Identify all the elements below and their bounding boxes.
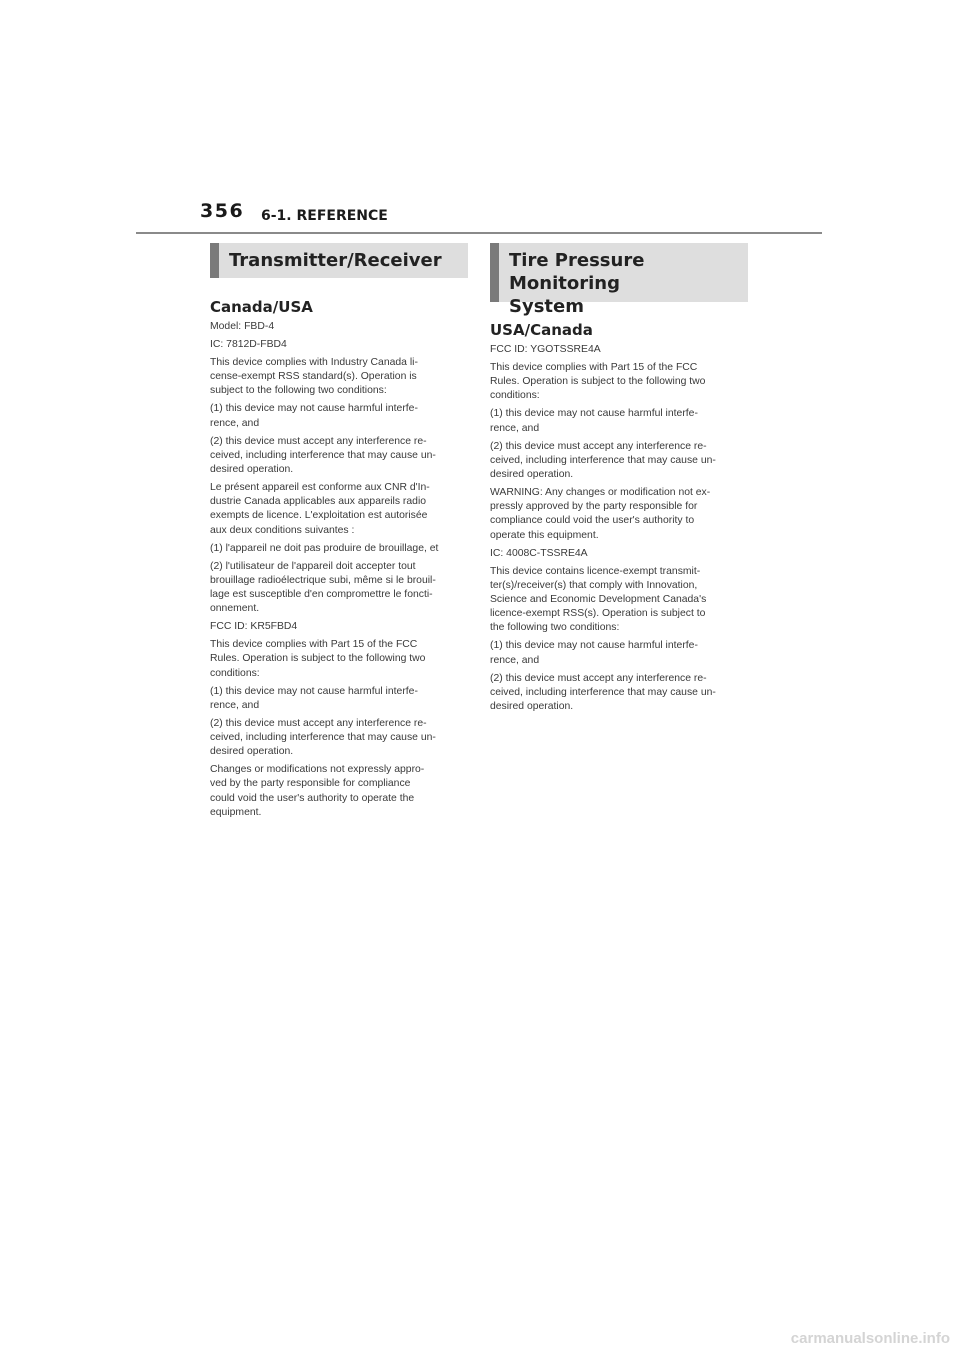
paragraph (210, 717, 468, 760)
text-line: desired operation. (490, 701, 574, 713)
text-line: pressly approved by the party responsible for (490, 501, 698, 513)
paragraph (490, 486, 748, 543)
heading-transmitter-receiver (210, 243, 468, 278)
text-line: IC: 7812D-FBD4 (210, 339, 287, 350)
text-line: exempts de licence. L'exploitation est autorisée (210, 510, 428, 522)
text-line: (2) this device must accept any interference re- (490, 672, 707, 684)
text-line: (2) this device must accept any interference re- (490, 440, 707, 452)
text-line: aux deux conditions suivantes : (210, 524, 355, 536)
text-line: WARNING: Any changes or modification not ex- (490, 487, 711, 499)
header-divider (136, 232, 822, 234)
paragraph (210, 638, 468, 681)
text-line: ceived, including interference that may cause un- (490, 454, 716, 466)
text-line: dustrie Canada applicables aux appareils radio (210, 496, 427, 508)
text-line: subject to the following two conditions: (210, 385, 387, 397)
text-line: equipment. (210, 806, 262, 818)
text-line: ved by the party responsible for compliance (210, 778, 411, 790)
text-line: desired operation. (490, 469, 574, 481)
heading-tire-pressure-monitoring (490, 243, 748, 317)
right-body-text (490, 343, 748, 714)
text-line: (2) this device must accept any interference re- (210, 717, 427, 729)
text-line: conditions: (490, 390, 540, 402)
text-line: rence, and (210, 699, 260, 711)
text-line: licence-exempt RSS(s). Operation is subject to (490, 608, 706, 620)
text-line: compliance could void the user's authority to (490, 515, 695, 527)
text-line: (2) this device must accept any interference re- (210, 435, 427, 447)
right-column (490, 243, 748, 718)
text-line: could void the user's authority to operate the (210, 792, 415, 804)
text-line: ceived, including interference that may cause un- (210, 732, 436, 744)
text-line: (1) l'appareil ne doit pas produire de brouillage, et (210, 542, 439, 554)
text-line: rence, and (210, 417, 260, 429)
paragraph (490, 343, 748, 357)
paragraph (490, 672, 748, 715)
text-line: ceived, including interference that may cause un- (490, 686, 716, 698)
subheading-usa-canada: USA/Canada (490, 321, 593, 339)
text-line: operate this equipment. (490, 529, 599, 541)
text-line: Changes or modifications not expressly appro- (210, 764, 425, 776)
paragraph (210, 542, 468, 556)
text-line: (2) l'utilisateur de l'appareil doit accepter tout (210, 560, 416, 572)
site-watermark: carmanualsonline.info (790, 1330, 950, 1347)
paragraph (210, 338, 468, 352)
left-column (210, 243, 468, 824)
text-line: desired operation. (210, 464, 294, 476)
paragraph (210, 560, 468, 617)
text-line: onnement. (210, 603, 260, 615)
paragraph (210, 481, 468, 538)
text-line: (1) this device may not cause harmful interfe- (490, 408, 698, 420)
paragraph (490, 639, 748, 667)
text-line: (1) this device may not cause harmful interfe- (210, 685, 418, 697)
text-line: This device complies with Industry Canada li- (210, 357, 418, 368)
paragraph (210, 356, 468, 399)
text-line: conditions: (210, 667, 260, 679)
text-line: (1) this device may not cause harmful interfe- (490, 640, 698, 652)
text-line: This device contains licence-exempt transmit- (490, 565, 701, 577)
text-line: (1) this device may not cause harmful interfe- (210, 403, 418, 415)
text-line: Model: FBD-4 (210, 321, 275, 332)
text-line: IC: 4008C-TSSRE4A (490, 547, 588, 559)
paragraph (490, 440, 748, 483)
heading-line: Tire Pressure Monitoring (509, 250, 645, 294)
paragraph (490, 547, 748, 561)
paragraph (210, 620, 468, 634)
section-title: 6-1. REFERENCE (261, 208, 388, 224)
text-line: Rules. Operation is subject to the following two (490, 376, 706, 388)
paragraph (490, 361, 748, 404)
paragraph (490, 407, 748, 435)
text-line: brouillage radioélectrique subi, même si le brouil- (210, 574, 436, 586)
paragraph (210, 763, 468, 820)
heading-transmitter-receiver-text: Transmitter/Receiver (229, 250, 442, 271)
paragraph (210, 320, 468, 334)
text-line: ceived, including interference that may cause un- (210, 449, 436, 461)
text-line: ter(s)/receiver(s) that comply with Innovation, (490, 579, 698, 591)
text-line: rence, and (490, 422, 540, 434)
text-line: desired operation. (210, 746, 294, 758)
text-line: This device complies with Part 15 of the FCC (210, 639, 418, 651)
text-line: This device complies with Part 15 of the FCC (490, 362, 698, 373)
left-body-text (210, 320, 468, 820)
paragraph (210, 685, 468, 713)
text-line: the following two conditions: (490, 622, 620, 634)
page-number: 356 (200, 200, 245, 222)
text-line: FCC ID: YGOTSSRE4A (490, 344, 601, 355)
text-line: Rules. Operation is subject to the following two (210, 653, 426, 665)
text-line: FCC ID: KR5FBD4 (210, 621, 298, 633)
paragraph (210, 435, 468, 478)
paragraph (210, 402, 468, 430)
text-line: rence, and (490, 654, 540, 666)
subheading-canada-usa: Canada/USA (210, 298, 313, 316)
text-line: cense-exempt RSS standard(s). Operation is (210, 371, 417, 383)
text-line: lage est susceptible d'en compromettre le foncti- (210, 589, 433, 601)
text-line: Le présent appareil est conforme aux CNR d'In- (210, 482, 430, 494)
text-line: Science and Economic Development Canada's (490, 594, 707, 606)
paragraph (490, 565, 748, 636)
heading-line: System (509, 296, 584, 317)
